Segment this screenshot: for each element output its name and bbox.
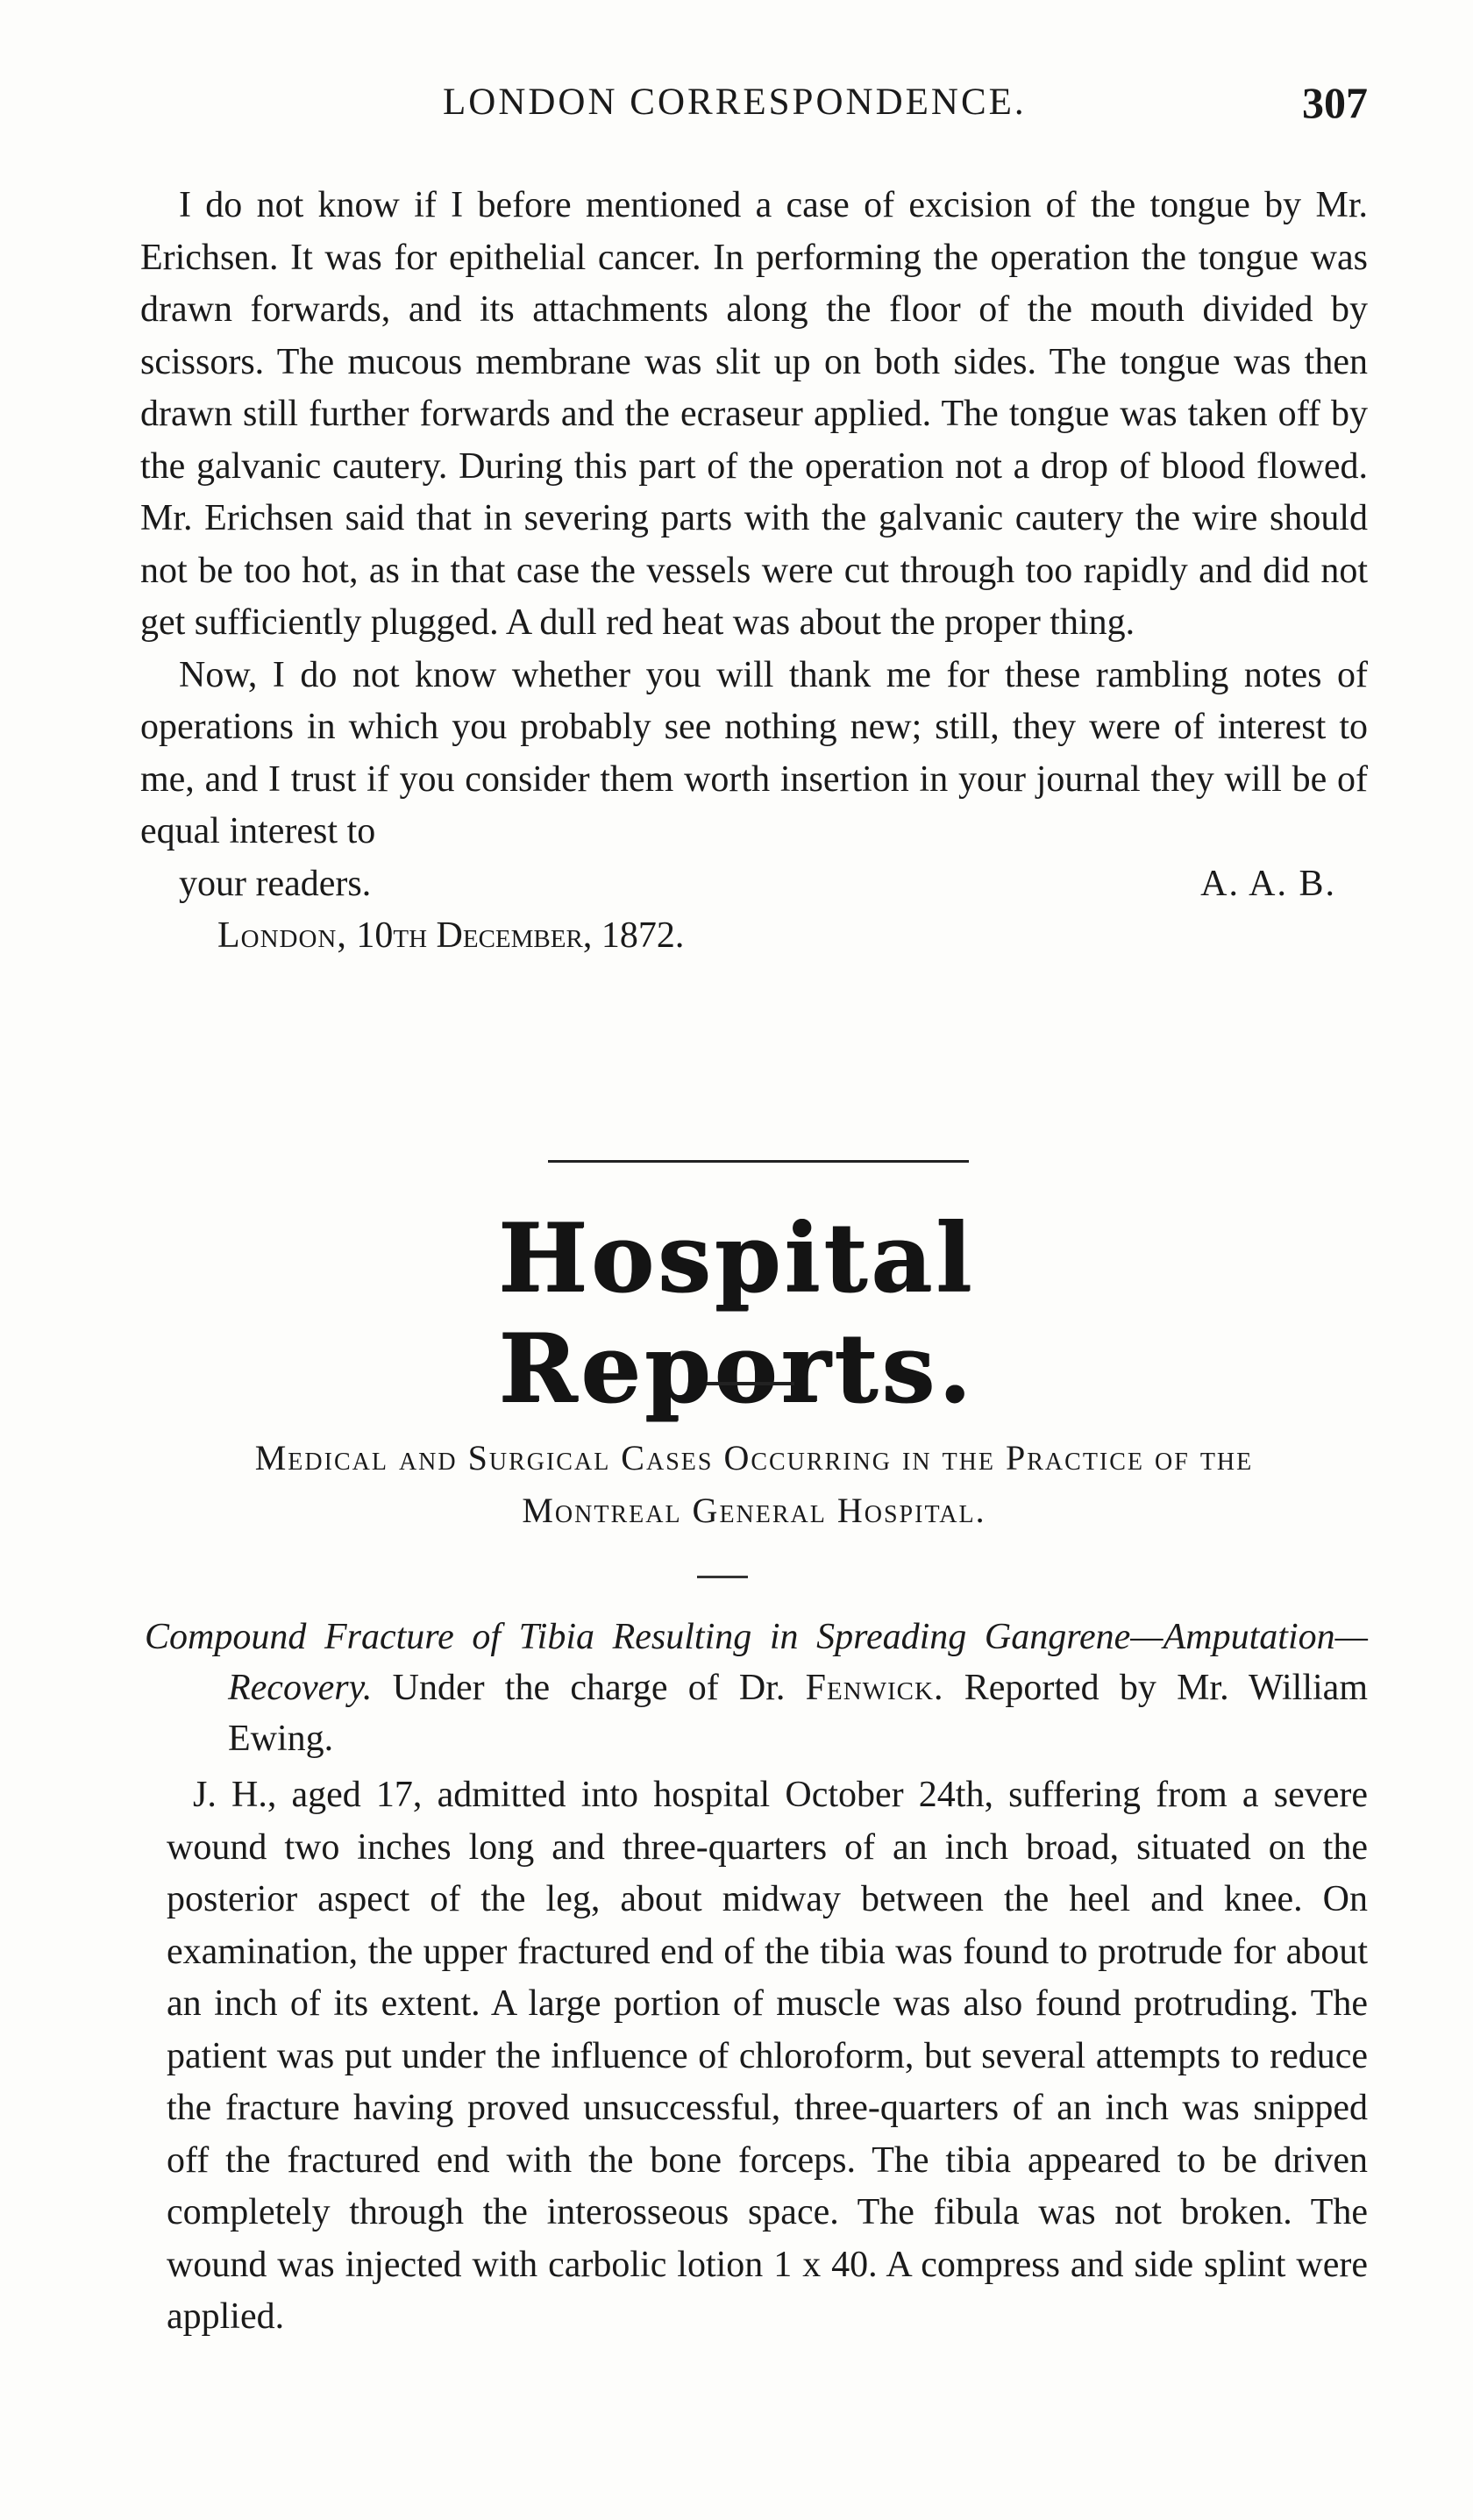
dateline-date: 10th December, 1872. — [356, 915, 685, 956]
page-number: 307 — [1302, 78, 1368, 127]
correspondence-paragraph-1: I do not know if I before mentioned a case of excision of the tongue by Mr. Erichsen. It was for epithelial cancer. In performing the operation the tongue was drawn forwards, and its attachments along the floor of the mouth divided by scissors. The mucous membrane was slit up on both sides. The tongue was then drawn still further forwards and the ecraseur applied. The tongue was taken off by the galvanic cautery. During this part of the operation not a drop of blood flowed. Mr. Erichsen said that in severing parts with the galvanic cautery the wire should not be too hot, as in that case the vessels were cut through too rapidly and did not get sufficiently plugged. A dull red heat was about the proper thing. — [140, 185, 1368, 643]
dateline — [140, 910, 1368, 963]
case-body-paragraph: J. H., aged 17, admitted into hospital October 24th, suffering from a severe wound two inches long and three-quarters of an inch broad, situated on the posterior aspect of the leg, about midway between the heel and knee. On examination, the upper fractured end of the tibia was found to protrude for about an inch of its extent. A large portion of muscle was also found protruding. The patient was put under the influence of chloroform, but several attempts to reduce the fracture having proved unsuccessful, three-quarters of an inch was snipped off the fractured end with the bone forceps. The tibia appeared to be driven completely through the interosseous space. The fibula was not broken. The wound was injected with carbolic lotion 1 x 40. A compress and side splint were applied. — [167, 1775, 1368, 2337]
section-title: Hospital Reports. — [497, 1203, 976, 1424]
case-reporter: Reported by Mr. William Ewing. — [228, 1668, 1368, 1759]
case-physician: Fenwick. — [805, 1668, 944, 1708]
cases-subheading — [140, 1432, 1368, 1537]
case-title-italic: Compound Fracture of Tibia Resulting in Spreading Gangrene—Amputation—Recovery. — [145, 1617, 1368, 1708]
correspondence-block — [140, 180, 1368, 963]
signoff-line — [140, 858, 1368, 911]
cases-subheading-line-2: Montreal General Hospital. — [522, 1491, 986, 1530]
cases-subheading-line-1: Medical and Surgical Cases Occurring in the Practice of the — [254, 1438, 1254, 1477]
section-divider-rule — [548, 1160, 969, 1163]
signoff-text: your readers. — [179, 863, 372, 904]
correspondence-paragraph-2-text: Now, I do not know whether you will thank me for these rambling notes of operations in which you probably see nothing new; still, they were of interest to me, and I trust if you consider them worth insertion in your journal they will be of equal interest to — [140, 654, 1368, 851]
running-head — [140, 78, 1368, 133]
running-title: LONDON CORRESPONDENCE. — [443, 82, 1027, 123]
author-initials: A. A. B. — [1200, 863, 1336, 904]
correspondence-paragraph-2 — [140, 650, 1368, 858]
case-charge-text: Under the charge of Dr. — [392, 1668, 786, 1708]
case-title — [145, 1612, 1368, 1764]
title-underline-rule — [707, 1382, 794, 1385]
dateline-place: London, — [217, 915, 347, 956]
subheading-rule — [697, 1576, 748, 1578]
